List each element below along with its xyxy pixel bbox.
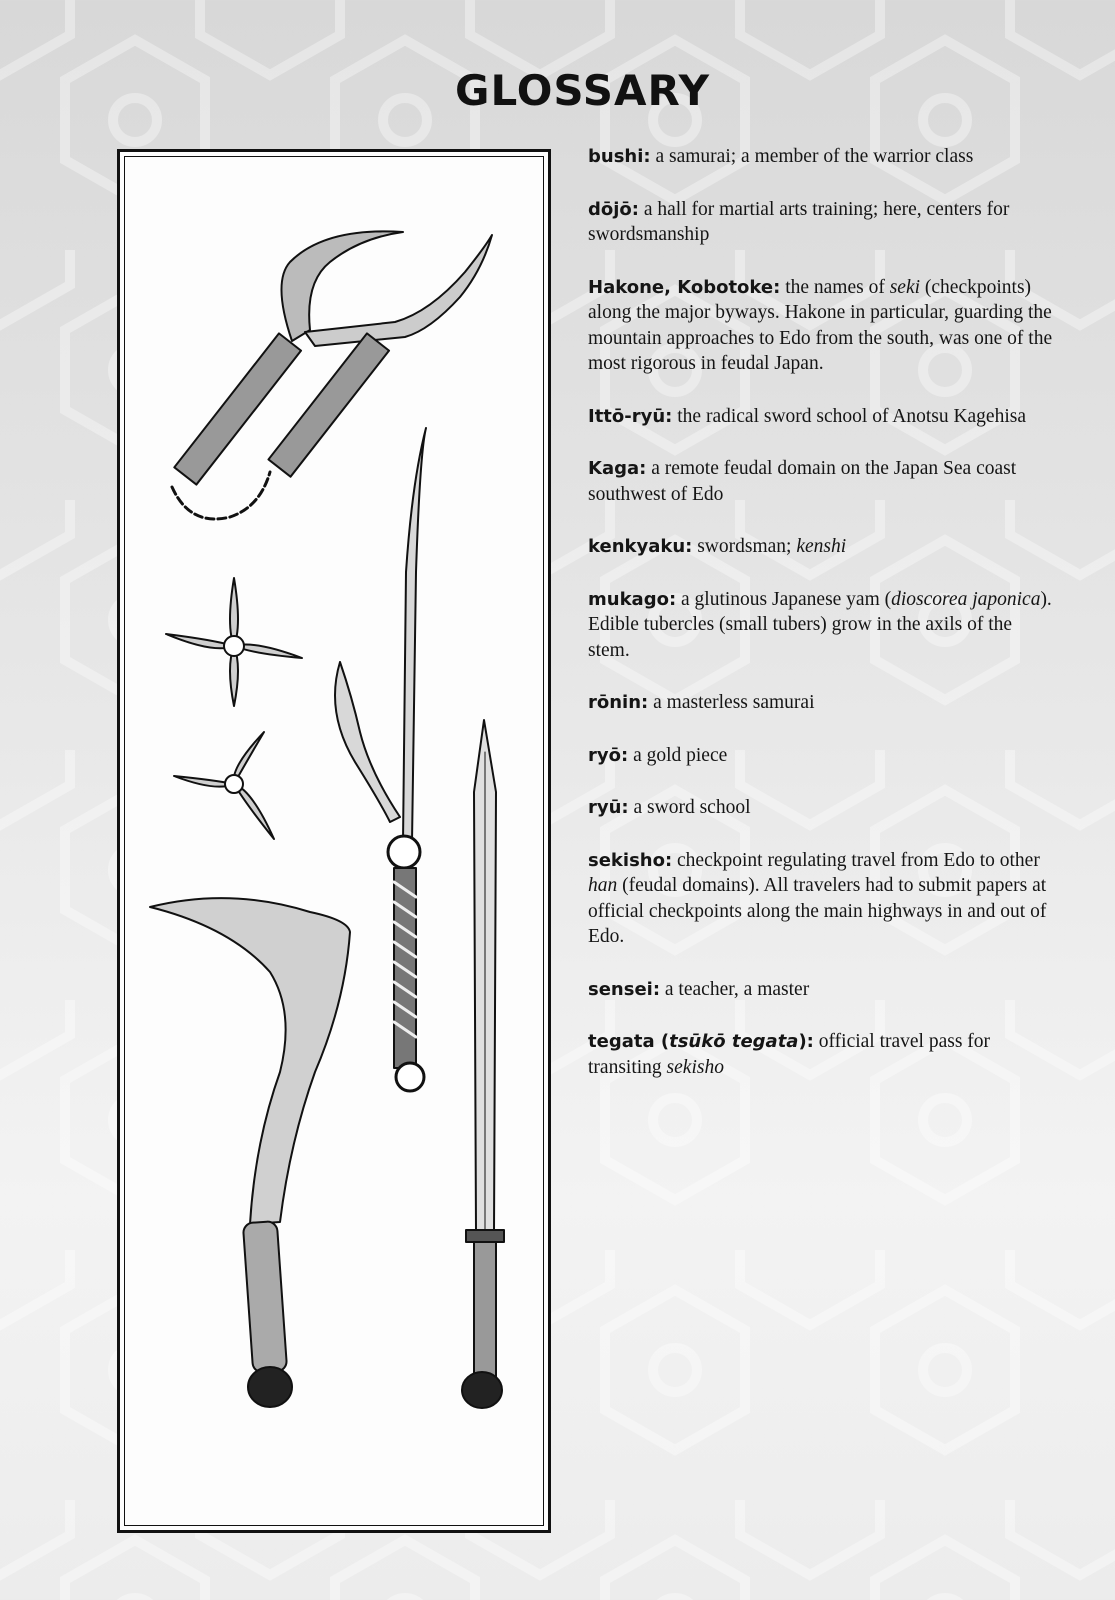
shuriken-icon xyxy=(174,732,274,839)
glossary-term: bushi: xyxy=(588,146,651,167)
glossary-entry xyxy=(588,1029,1058,1080)
glossary-definition: a glutinous Japanese yam (dioscorea japonica). Edible tubercles (small tubers) grow in the axils of the stem. xyxy=(588,588,1052,661)
glossary-entry xyxy=(588,144,1058,170)
glossary-term: Kaga: xyxy=(588,458,647,479)
glossary-term: ryū: xyxy=(588,797,629,818)
glossary-definition: a hall for martial arts training; here, centers for swordsmanship xyxy=(588,198,1010,245)
glossary-definition: a samurai; a member of the warrior class xyxy=(655,146,974,167)
glossary-term: tegata (tsūkō tegata): xyxy=(588,1031,814,1052)
straight-sword-icon xyxy=(462,720,504,1408)
glossary-definition: swordsman; kenshi xyxy=(697,536,847,557)
glossary-definition: a sword school xyxy=(633,797,751,818)
glossary-definition: the radical sword school of Anotsu Kagehisa xyxy=(677,405,1027,427)
sickle-blade-icon xyxy=(150,898,350,1407)
glossary-definition: a remote feudal domain on the Japan Sea coast southwest of Edo xyxy=(588,458,1017,505)
sai-sword-icon xyxy=(335,428,426,1091)
glossary-entry xyxy=(588,848,1058,950)
glossary-term: dōjō: xyxy=(588,198,639,220)
glossary-definition: checkpoint regulating travel from Edo to other han (feudal domains). All travelers had to submit papers at official checkpoints along the main highways in and out of Edo. xyxy=(588,849,1047,947)
weapons-illustration xyxy=(120,152,548,1530)
glossary-entry xyxy=(588,977,1058,1003)
glossary-definition: a gold piece xyxy=(633,744,728,766)
kusarigama-chain-icon xyxy=(172,231,492,519)
glossary-definition: a teacher, a master xyxy=(664,978,810,1000)
glossary-entry xyxy=(588,456,1058,507)
glossary-entry xyxy=(588,404,1058,430)
glossary-term: sekisho: xyxy=(588,849,673,871)
page-title: GLOSSARY xyxy=(454,66,711,115)
glossary-term: mukago: xyxy=(588,588,677,610)
glossary-term: sensei: xyxy=(588,978,661,1000)
glossary-entry xyxy=(588,795,1058,821)
glossary-term: rōnin: xyxy=(588,692,649,713)
glossary-entry xyxy=(588,690,1058,716)
weapons-illustration-panel xyxy=(117,149,551,1533)
glossary-term: Ittō-ryū: xyxy=(588,405,673,427)
glossary-term: kenkyaku: xyxy=(588,536,693,557)
glossary-entry xyxy=(588,587,1058,664)
glossary-list xyxy=(588,144,1058,1107)
glossary-entry xyxy=(588,275,1058,377)
glossary-entry xyxy=(588,743,1058,769)
glossary-entry xyxy=(588,534,1058,560)
glossary-term: Hakone, Kobotoke: xyxy=(588,276,781,298)
glossary-definition: official travel pass for transiting sekisho xyxy=(588,1031,991,1078)
glossary-definition: a masterless samurai xyxy=(653,692,815,713)
glossary-definition: the names of seki (checkpoints) along the major byways. Hakone in particular, guarding the mountain approaches to Edo from the south, was one of the most rigorous in feudal Japan. xyxy=(588,276,1053,374)
glossary-term: ryō: xyxy=(588,744,629,766)
glossary-entry xyxy=(588,197,1058,248)
shuriken-icon xyxy=(166,578,302,706)
